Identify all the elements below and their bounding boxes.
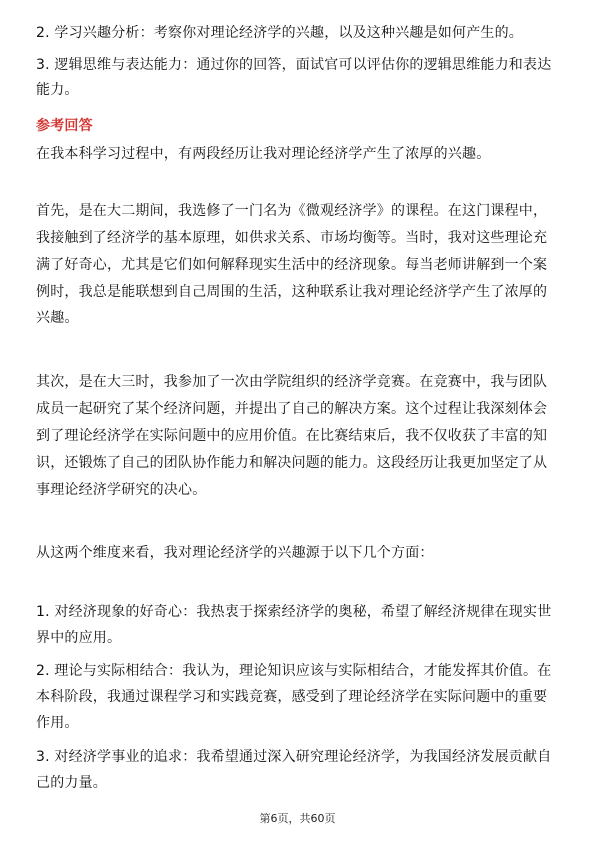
- point-2-line: 2. 理论与实际相结合：我认为，理论知识应该与实际相结合，才能发挥其价值。在: [36, 663, 552, 679]
- paragraph2-line: 成员一起研究了某个经济问题，并提出了自己的解决方案。这个过程让我深刻体会: [36, 401, 548, 417]
- point-3-line: 己的力量。: [36, 775, 107, 791]
- page-number-footer: 第6页，共60页: [259, 812, 336, 825]
- intro-item-2: 2. 学习兴趣分析：考察你对理论经济学的兴趣，以及这种兴趣是如何产生的。: [36, 25, 524, 41]
- point-3-line: 3. 对经济学事业的追求：我希望通过深入研究理论经济学，为我国经济发展贡献自: [36, 749, 552, 765]
- paragraph2-line: 到了理论经济学在实际问题中的应用价值。在比赛结束后，我不仅收获了丰富的知: [36, 428, 548, 444]
- summary-sentence: 从这两个维度来看，我对理论经济学的兴趣源于以下几个方面：: [36, 545, 434, 561]
- paragraph1-line: 例时，我总是能联想到自己周围的生活，这种联系让我对理论经济学产生了浓厚的: [36, 284, 548, 300]
- paragraph1-line: 兴趣。: [36, 310, 79, 326]
- answer-heading: 参考回答: [36, 118, 93, 134]
- point-1-line: 1. 对经济现象的好奇心：我热衷于探索经济学的奥秘，希望了解经济规律在现实世: [36, 604, 552, 620]
- point-1-line: 界中的应用。: [36, 630, 122, 646]
- opening-sentence: 在我本科学习过程中，有两段经历让我对理论经济学产生了浓厚的兴趣。: [36, 146, 491, 162]
- intro-item-3-continued: 能力。: [36, 82, 79, 98]
- point-2-line: 本科阶段，我通过课程学习和实践竞赛，感受到了理论经济学在实际问题中的重要: [36, 689, 548, 705]
- paragraph1-line: 首先，是在大二期间，我选修了一门名为《微观经济学》的课程。在这门课程中，: [36, 203, 548, 219]
- paragraph2-line: 识，还锻炼了自己的团队协作能力和解决问题的能力。这段经历让我更加坚定了从: [36, 455, 548, 471]
- paragraph2-line: 事理论经济学研究的决心。: [36, 482, 207, 498]
- point-2-line: 作用。: [36, 715, 79, 731]
- intro-item-3: 3. 逻辑思维与表达能力：通过你的回答，面试官可以评估你的逻辑思维能力和表达: [36, 57, 552, 73]
- paragraph2-line: 其次，是在大三时，我参加了一次由学院组织的经济学竞赛。在竞赛中，我与团队: [36, 374, 548, 390]
- paragraph1-line: 满了好奇心，尤其是它们如何解释现实生活中的经济现象。每当老师讲解到一个案: [36, 257, 548, 273]
- paragraph1-line: 我接触到了经济学的基本原理，如供求关系、市场均衡等。当时，我对这些理论充: [36, 230, 548, 246]
